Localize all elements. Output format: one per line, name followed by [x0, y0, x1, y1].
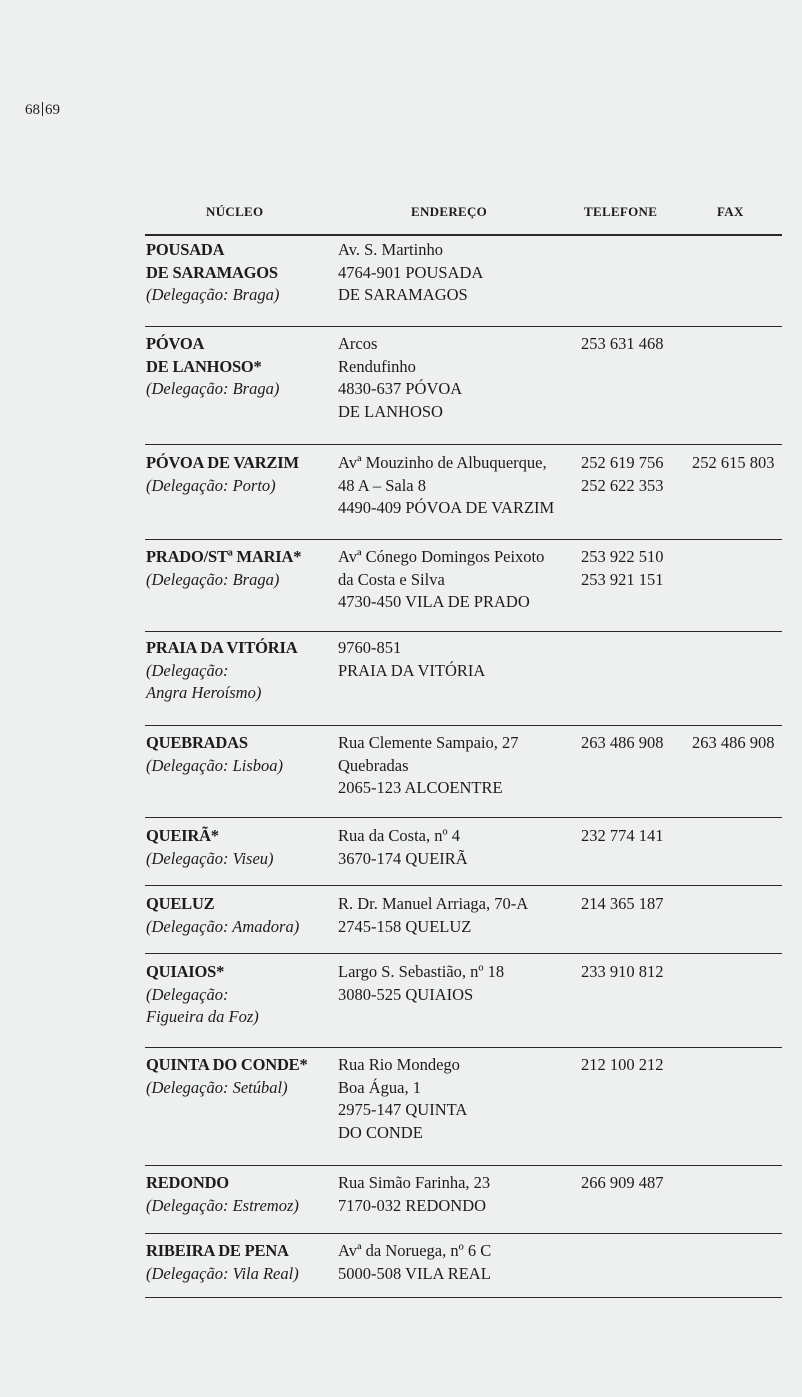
delegation-label: Figueira da Foz) — [146, 1007, 259, 1026]
address-cell-line: Rua da Costa, nº 4 — [338, 826, 460, 845]
address-cell-line: 7170-032 REDONDO — [338, 1195, 487, 1215]
delegation-label: (Delegação: Braga) — [146, 379, 280, 398]
nucleo-name: REDONDO — [146, 1173, 229, 1192]
address-cell-line: 4830-637 PÓVOA — [338, 379, 463, 398]
nucleo-cell — [146, 893, 299, 938]
header-fax: FAX — [717, 204, 744, 219]
delegation-label: (Delegação: Setúbal) — [146, 1077, 288, 1097]
delegation-label: (Delegação: — [146, 984, 229, 1004]
delegation-label: (Delegação: Estremoz) — [146, 1195, 299, 1215]
address-cell — [338, 732, 519, 800]
nucleo-name: DE SARAMAGOS — [146, 262, 278, 282]
nucleo-cell — [146, 825, 274, 870]
row-separator — [145, 817, 782, 818]
address-cell-line: 4764-901 POUSADA — [338, 262, 484, 282]
phone-cell-line: 253 922 510 — [581, 547, 664, 566]
phone-cell — [581, 961, 664, 984]
address-cell-line: 3080-525 QUIAIOS — [338, 984, 474, 1004]
phone-cell-line: 212 100 212 — [581, 1055, 664, 1074]
phone-cell-line: 233 910 812 — [581, 962, 664, 981]
phone-cell — [581, 546, 664, 591]
nucleo-cell — [146, 239, 279, 307]
address-cell-line: Avª Cónego Domingos Peixoto — [338, 547, 545, 566]
nucleo-name: RIBEIRA DE PENA — [146, 1241, 289, 1260]
address-cell-line: Rua Simão Farinha, 23 — [338, 1173, 491, 1192]
row-separator — [145, 725, 782, 726]
delegation-label: (Delegação: Braga) — [146, 569, 280, 589]
nucleo-cell — [146, 452, 299, 497]
address-cell-line: Rua Clemente Sampaio, 27 — [338, 733, 519, 752]
phone-cell — [581, 825, 664, 848]
address-cell-line: 2745-158 QUELUZ — [338, 916, 472, 936]
nucleo-name: QUIAIOS* — [146, 962, 225, 981]
row-separator — [145, 1165, 782, 1166]
fax-cell-line: 263 486 908 — [692, 733, 775, 752]
address-cell-line: 9760-851 — [338, 638, 402, 657]
phone-cell-line: 252 619 756 — [581, 453, 664, 472]
header-nucleo: NÚCLEO — [206, 204, 264, 219]
page-number-left: 68 — [25, 102, 40, 118]
page-number-divider — [42, 102, 43, 116]
address-cell-line: 2065-123 ALCOENTRE — [338, 778, 503, 797]
address-cell — [338, 893, 528, 938]
phone-cell — [581, 1172, 664, 1195]
fax-cell — [692, 732, 775, 755]
row-separator — [145, 1297, 782, 1298]
phone-cell — [581, 893, 664, 916]
nucleo-cell — [146, 732, 283, 777]
phone-cell-line: 266 909 487 — [581, 1173, 664, 1192]
nucleo-cell — [146, 1240, 299, 1285]
nucleo-name: QUEBRADAS — [146, 733, 248, 752]
nucleo-name: DE LANHOSO* — [146, 356, 262, 376]
address-cell-line: 2975-147 QUINTA — [338, 1100, 468, 1119]
page-number-right: 69 — [45, 102, 60, 118]
phone-cell-line: 252 622 353 — [581, 475, 664, 495]
address-cell — [338, 961, 504, 1006]
address-cell-line: DE SARAMAGOS — [338, 285, 468, 304]
nucleo-name: PRAIA DA VITÓRIA — [146, 638, 298, 657]
row-separator — [145, 631, 782, 632]
address-cell-line: Av. S. Martinho — [338, 240, 443, 259]
phone-cell — [581, 333, 664, 356]
address-cell-line: Largo S. Sebastião, nº 18 — [338, 962, 505, 981]
fax-cell — [692, 452, 775, 475]
address-cell — [338, 452, 554, 520]
row-separator — [145, 1233, 782, 1234]
delegation-label: (Delegação: Viseu) — [146, 848, 274, 868]
address-cell — [338, 239, 483, 307]
row-separator — [145, 539, 782, 540]
address-cell-line: Arcos — [338, 334, 378, 353]
address-cell — [338, 1240, 491, 1285]
header-endereco: ENDEREÇO — [411, 204, 488, 219]
address-cell — [338, 1054, 467, 1144]
nucleo-cell — [146, 961, 259, 1029]
address-cell-line: Rendufinho — [338, 356, 416, 376]
address-cell-line: 3670-174 QUEIRÃ — [338, 848, 468, 868]
nucleo-name: POUSADA — [146, 240, 225, 259]
row-separator — [145, 885, 782, 886]
address-cell-line: Avª Mouzinho de Albuquerque, — [338, 453, 547, 472]
nucleo-name: QUELUZ — [146, 894, 215, 913]
address-cell-line: 4730-450 VILA DE PRADO — [338, 592, 530, 611]
delegation-label: (Delegação: Braga) — [146, 285, 280, 304]
address-cell — [338, 333, 462, 423]
nucleo-cell — [146, 333, 279, 401]
nucleo-cell — [146, 1172, 299, 1217]
header-telefone: TELEFONE — [584, 204, 658, 219]
address-cell-line: 5000-508 VILA REAL — [338, 1263, 491, 1283]
address-cell-line: R. Dr. Manuel Arriaga, 70-A — [338, 894, 529, 913]
fax-cell-line: 252 615 803 — [692, 453, 775, 472]
delegation-label: (Delegação: — [146, 660, 229, 680]
address-cell — [338, 637, 485, 682]
phone-cell-line: 253 921 151 — [581, 569, 664, 589]
address-cell-line: Avª da Noruega, nº 6 C — [338, 1241, 492, 1260]
nucleo-name: QUEIRÃ* — [146, 826, 219, 845]
nucleo-name: PÓVOA — [146, 334, 205, 353]
delegation-label: (Delegação: Amadora) — [146, 916, 300, 936]
header-rule — [145, 234, 782, 236]
phone-cell-line: 253 631 468 — [581, 334, 664, 353]
address-cell-line: Quebradas — [338, 755, 409, 775]
nucleo-cell — [146, 546, 301, 591]
delegation-label: (Delegação: Vila Real) — [146, 1263, 299, 1283]
address-cell-line: Boa Água, 1 — [338, 1077, 421, 1097]
phone-cell-line: 214 365 187 — [581, 894, 664, 913]
row-separator — [145, 953, 782, 954]
phone-cell — [581, 1054, 664, 1077]
address-cell-line: 4490-409 PÓVOA DE VARZIM — [338, 498, 555, 517]
nucleo-name: QUINTA DO CONDE* — [146, 1055, 308, 1074]
row-separator — [145, 1047, 782, 1048]
phone-cell-line: 232 774 141 — [581, 826, 664, 845]
address-cell — [338, 1172, 490, 1217]
address-cell-line: 48 A – Sala 8 — [338, 475, 427, 495]
address-cell-line: da Costa e Silva — [338, 569, 445, 589]
phone-cell-line: 263 486 908 — [581, 733, 664, 752]
phone-cell — [581, 732, 664, 755]
phone-cell — [581, 452, 664, 497]
address-cell-line: Rua Rio Mondego — [338, 1055, 460, 1074]
row-separator — [145, 326, 782, 327]
delegation-label: (Delegação: Lisboa) — [146, 755, 284, 775]
address-cell-line: DE LANHOSO — [338, 401, 443, 421]
row-separator — [145, 444, 782, 445]
address-cell — [338, 825, 468, 870]
page-number — [25, 102, 60, 119]
address-cell-line: PRAIA DA VITÓRIA — [338, 660, 486, 680]
delegation-label: (Delegação: Porto) — [146, 475, 276, 495]
address-cell-line: DO CONDE — [338, 1122, 423, 1142]
nucleo-name: PÓVOA DE VARZIM — [146, 453, 299, 472]
address-cell — [338, 546, 544, 614]
delegation-label: Angra Heroísmo) — [146, 683, 262, 702]
nucleo-cell — [146, 1054, 308, 1099]
nucleo-name: PRADO/STª MARIA* — [146, 547, 302, 566]
nucleo-cell — [146, 637, 297, 705]
